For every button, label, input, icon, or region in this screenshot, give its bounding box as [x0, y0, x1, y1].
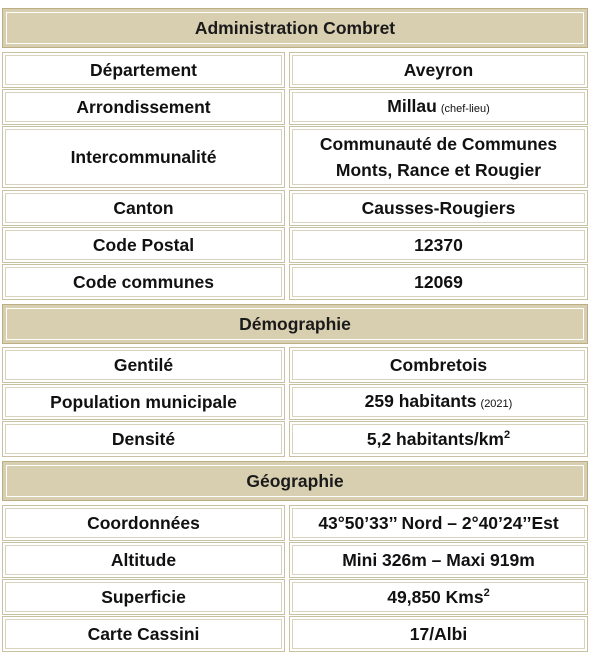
row-value [289, 227, 588, 263]
table-row-carte-cassini [0, 616, 595, 652]
label-text: Population municipale [50, 392, 237, 412]
superscript: 2 [504, 429, 511, 442]
value-text: 49,850 Kms [387, 587, 484, 607]
table-row-coordonnees [0, 505, 595, 541]
value-text: Mini 326m – Maxi 919m [342, 550, 535, 570]
row-value [289, 347, 588, 383]
label-text: Code Postal [92, 235, 195, 255]
section-title: Géographie [246, 470, 344, 491]
value-text: 5,2 habitants/km [366, 429, 504, 449]
label-text: Altitude [110, 550, 177, 570]
label-text: Intercommunalité [70, 147, 217, 167]
table-row-code-communes [0, 264, 595, 300]
value-note: (2021) [480, 397, 513, 410]
row-value [289, 126, 588, 188]
row-label [2, 52, 285, 88]
row-label [2, 384, 285, 420]
value-text: 12370 [414, 235, 463, 255]
table-row-arrondissement [0, 89, 595, 125]
value-note: (chef-lieu) [440, 102, 490, 115]
table-row-densite [0, 421, 595, 457]
row-label [2, 347, 285, 383]
row-value [289, 89, 588, 125]
row-label [2, 616, 285, 652]
label-text: Gentilé [113, 355, 174, 375]
section-header-administration [2, 8, 588, 48]
table-row-population [0, 384, 595, 420]
row-label [2, 505, 285, 541]
value-text: 259 habitants [364, 390, 477, 411]
row-label [2, 89, 285, 125]
label-text: Carte Cassini [87, 624, 200, 644]
table-row-altitude [0, 542, 595, 578]
label-text: Superficie [101, 587, 186, 607]
row-label [2, 579, 285, 615]
row-value [289, 264, 588, 300]
row-value [289, 52, 588, 88]
value-text: 43°50’33’’ Nord – 2°40’24’’Est [318, 513, 559, 533]
row-label [2, 227, 285, 263]
section-header-geographie [2, 461, 588, 501]
row-value [289, 579, 588, 615]
table-row-departement [0, 52, 595, 88]
row-value [289, 505, 588, 541]
row-value [289, 190, 588, 226]
value-text: Millau [387, 95, 437, 116]
label-text: Canton [113, 198, 174, 218]
table-row-superficie [0, 579, 595, 615]
row-value [289, 542, 588, 578]
value-text: 17/Albi [409, 624, 468, 644]
superscript: 2 [483, 587, 490, 600]
row-value [289, 616, 588, 652]
table-row-canton [0, 190, 595, 226]
label-text: Département [90, 60, 197, 80]
label-text: Code communes [73, 272, 214, 292]
label-text: Densité [111, 429, 176, 449]
value-line-1: Communauté de Communes [319, 134, 558, 154]
value-text: Aveyron [403, 60, 474, 80]
table-row-intercommunalite [0, 126, 595, 188]
label-text: Arrondissement [76, 97, 211, 117]
row-value [289, 384, 588, 420]
row-label [2, 190, 285, 226]
section-header-demographie [2, 304, 588, 344]
section-title: Démographie [239, 313, 351, 334]
label-text: Coordonnées [87, 513, 200, 533]
row-label [2, 542, 285, 578]
row-value [289, 421, 588, 457]
value-text: 12069 [414, 272, 463, 292]
row-label [2, 264, 285, 300]
value-text: Causses-Rougiers [361, 198, 516, 218]
value-text: Combretois [389, 355, 488, 375]
section-title: Administration Combret [194, 17, 396, 38]
value-line-2: Monts, Rance et Rougier [335, 160, 542, 180]
table-row-code-postal [0, 227, 595, 263]
table-row-gentile [0, 347, 595, 383]
row-label [2, 126, 285, 188]
row-label [2, 421, 285, 457]
